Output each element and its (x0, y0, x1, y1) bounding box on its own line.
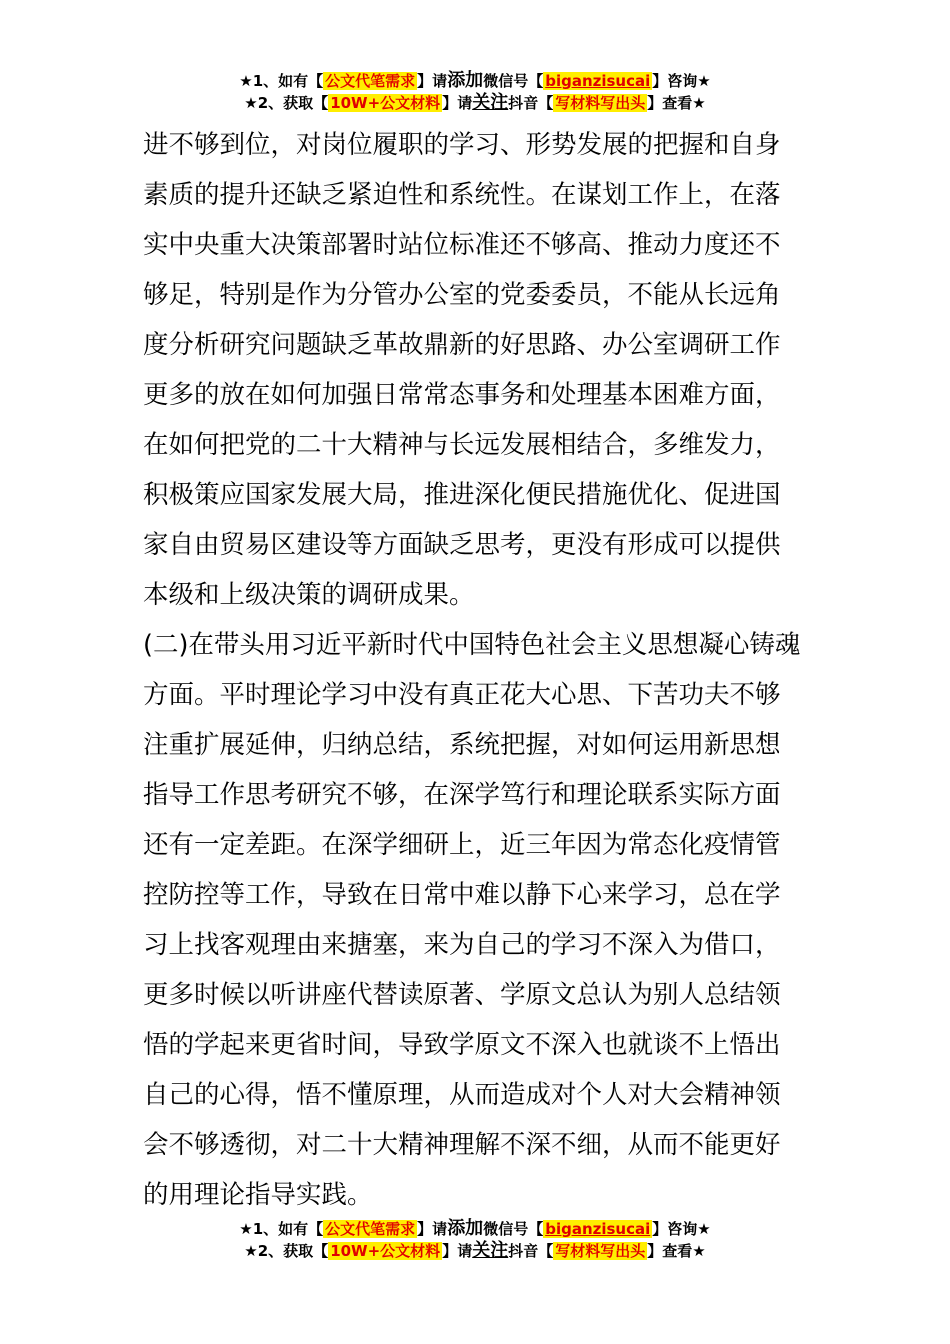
douyin-account: 写材料写出头 (555, 94, 646, 112)
banner-text: 】咨询★ (652, 1220, 711, 1238)
banner-emphasis: 关注 (472, 1240, 509, 1261)
text-line: 控防控等工作，导致在日常中难以静下心来学习，总在学 (143, 880, 781, 910)
highlight-materials: 10W+公文材料 (330, 1242, 441, 1260)
text-line: 在如何把党的二十大精神与长远发展相结合，多维发力， (143, 430, 781, 460)
banner-text: ★2、获取【 (244, 94, 329, 112)
banner-text: 抖音【 (508, 1242, 554, 1260)
banner-text: 】查看★ (647, 1242, 706, 1260)
banner-text: 】请 (417, 72, 448, 90)
text-line: 的用理论指导实践。 (143, 1180, 373, 1210)
banner-text: ★1、如有【 (239, 72, 324, 90)
text-line: 注重扩展延伸，归纳总结，系统把握，对如何运用新思想 (143, 730, 781, 760)
text-line: 自己的心得，悟不懂原理，从而造成对个人对大会精神领 (143, 1080, 781, 1110)
text-line: 更多时候以听讲座代替读原著、学原文总认为别人总结领 (143, 980, 781, 1010)
text-line: 素质的提升还缺乏紧迫性和系统性。在谋划工作上，在落 (143, 180, 781, 210)
section-heading-line: (二)在带头用习近平新时代中国特色社会主义思想凝心铸魂 (143, 630, 801, 660)
banner-text: 微信号【 (483, 72, 544, 90)
text-line: 还有一定差距。在深学细研上，近三年因为常态化疫情管 (143, 830, 781, 860)
banner-text: 抖音【 (508, 94, 554, 112)
wechat-id: biganzisucai (545, 1220, 651, 1238)
banner-text: 】请 (417, 1220, 448, 1238)
text-line: 进不够到位，对岗位履职的学习、形势发展的把握和自身 (143, 130, 781, 160)
text-line: 本级和上级决策的调研成果。 (143, 580, 475, 610)
text-line: 度分析研究问题缺乏革故鼎新的好思路、办公室调研工作 (143, 330, 781, 360)
text-line: 方面。平时理论学习中没有真正花大心思、下苦功夫不够 (143, 680, 781, 710)
text-line: 更多的放在如何加强日常常态事务和处理基本困难方面， (143, 380, 781, 410)
document-body (143, 120, 811, 1220)
banner-text: 】请 (442, 1242, 473, 1260)
banner-text: 】咨询★ (652, 72, 711, 90)
banner-line-2 (0, 92, 950, 114)
header-banner (0, 70, 950, 114)
footer-banner (0, 1218, 950, 1262)
text-line: 会不够透彻，对二十大精神理解不深不细，从而不能更好 (143, 1130, 781, 1160)
banner-text: ★1、如有【 (239, 1220, 324, 1238)
text-line: 家自由贸易区建设等方面缺乏思考，更没有形成可以提供 (143, 530, 781, 560)
highlight-materials: 10W+公文材料 (330, 94, 441, 112)
douyin-account: 写材料写出头 (555, 1242, 646, 1260)
banner-emphasis: 添加 (447, 1218, 484, 1239)
banner-text: 微信号【 (483, 1220, 544, 1238)
text-line: 悟的学起来更省时间，导致学原文不深入也就谈不上悟出 (143, 1030, 781, 1060)
banner-emphasis: 添加 (447, 70, 484, 91)
banner-line-2 (0, 1240, 950, 1262)
banner-line-1 (0, 70, 950, 92)
banner-text: 】请 (442, 94, 473, 112)
highlight-service: 公文代笔需求 (325, 72, 416, 90)
text-line: 指导工作思考研究不够，在深学笃行和理论联系实际方面 (143, 780, 781, 810)
text-line: 够足，特别是作为分管办公室的党委委员，不能从长远角 (143, 280, 781, 310)
banner-text: 】查看★ (647, 94, 706, 112)
text-line: 积极策应国家发展大局，推进深化便民措施优化、促进国 (143, 480, 781, 510)
banner-emphasis: 关注 (472, 92, 509, 113)
banner-text: ★2、获取【 (244, 1242, 329, 1260)
wechat-id: biganzisucai (545, 72, 651, 90)
text-line: 习上找客观理由来搪塞，来为自己的学习不深入为借口， (143, 930, 781, 960)
highlight-service: 公文代笔需求 (325, 1220, 416, 1238)
banner-line-1 (0, 1218, 950, 1240)
text-line: 实中央重大决策部署时站位标准还不够高、推动力度还不 (143, 230, 781, 260)
